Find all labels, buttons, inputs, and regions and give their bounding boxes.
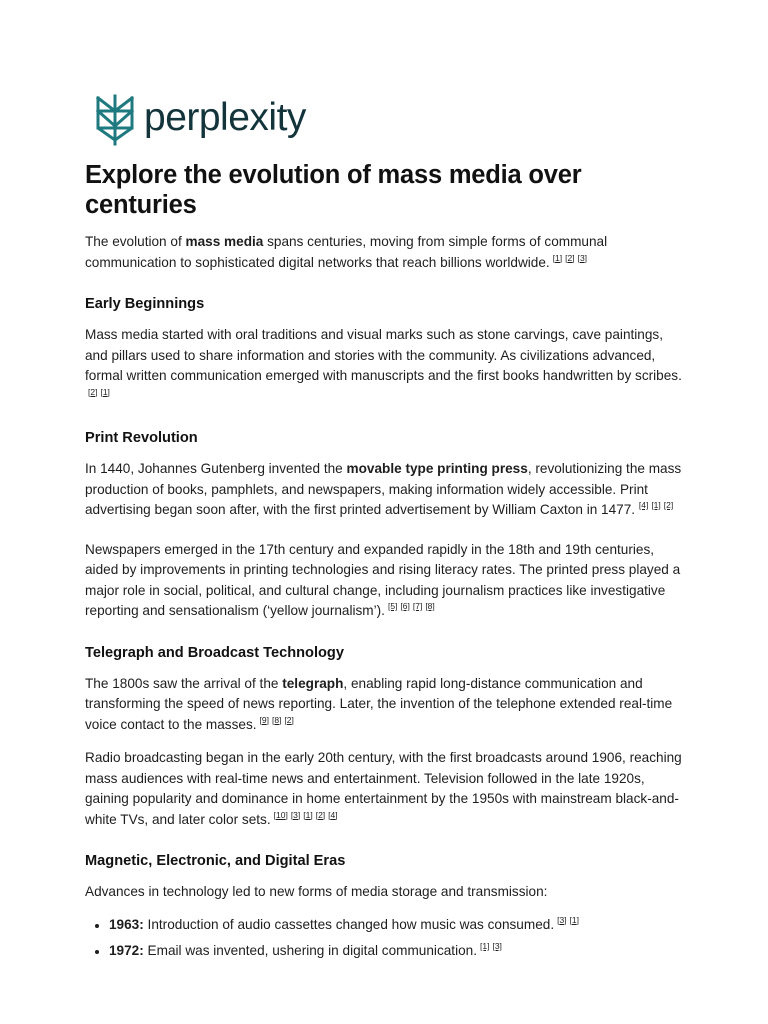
citation-link[interactable]: [6] <box>400 601 410 611</box>
list-item-text: Introduction of audio cassettes changed how music was consumed. <box>143 916 555 932</box>
print-text-pre: In 1440, Johannes Gutenberg invented the <box>85 461 347 476</box>
citation-link[interactable]: [2] <box>663 500 674 510</box>
telegraph-text-pre: The 1800s saw the arrival of the <box>85 675 283 691</box>
perplexity-logo <box>94 92 306 148</box>
citation-group <box>480 941 505 951</box>
print-paragraph-1 <box>85 459 685 521</box>
print-paragraph-2 <box>85 540 685 622</box>
telegraph-paragraph-2 <box>85 748 685 830</box>
telegraph-text-2: Radio broadcasting began in the early 20th century, with the first broadcasts around 1906, reaching mass audiences with real-time news and entertainment. Television followed in the late 1920s, gaining popularity and dominance in home entertainment by the 1950s with mainstream black-and-white TVs, and later color sets. <box>85 750 682 827</box>
brand-name: perplexity <box>144 96 306 139</box>
early-paragraph <box>85 325 685 407</box>
telegraph-paragraph-1 <box>85 674 685 736</box>
citation-group <box>388 601 438 611</box>
citation-link[interactable]: [1] <box>480 941 490 951</box>
section-heading-early: Early Beginnings <box>85 296 205 312</box>
article-body <box>85 232 685 962</box>
citation-link[interactable]: [1] <box>569 914 579 925</box>
list-item-year: 1963: <box>109 916 144 932</box>
list-item-text: Email was invented, ushering in digital communication. <box>143 943 477 958</box>
citation-link[interactable]: [9] <box>259 714 269 725</box>
citation-link[interactable]: [1] <box>100 386 110 397</box>
print-text-post: , revolutionizing the mass production of books, pamphlets, and newspapers, making information widely accessible. Print advertising began soon after, with the first printed advertisement by William Caxton in 1477. <box>85 461 682 517</box>
digital-paragraph: Advances in technology led to new forms of media storage and transmission: <box>85 884 548 899</box>
citation-group <box>88 387 113 397</box>
citation-link[interactable]: [1] <box>303 809 313 820</box>
telegraph-text-post: , enabling rapid long-distance communication and transforming the speed of news reporting. Later, the invention of the telephone extended real-time voice contact to the masses. <box>85 675 673 732</box>
citation-link[interactable]: [8] <box>271 714 282 725</box>
citation-link[interactable]: [2] <box>315 809 326 820</box>
citation-link[interactable]: [5] <box>387 601 398 611</box>
citation-link[interactable]: [8] <box>425 601 435 611</box>
perplexity-logo-icon <box>94 94 136 146</box>
citation-link[interactable]: [1] <box>651 500 661 510</box>
citation-link[interactable]: [4] <box>638 500 649 510</box>
section-heading-digital: Magnetic, Electronic, and Digital Eras <box>85 853 346 869</box>
timeline-list <box>85 915 685 962</box>
citation-group <box>260 715 297 725</box>
citation-link[interactable]: [2] <box>284 714 294 725</box>
citation-link[interactable]: [3] <box>577 252 588 263</box>
list-item <box>109 915 685 936</box>
section-heading-print: Print Revolution <box>85 430 198 446</box>
citation-link[interactable]: [7] <box>412 601 423 611</box>
telegraph-bold-term: telegraph <box>282 675 344 691</box>
citation-group <box>274 810 341 820</box>
citation-link[interactable]: [3] <box>290 809 301 820</box>
list-item <box>109 941 685 962</box>
intro-bold-term: mass media <box>185 234 264 249</box>
citation-link[interactable]: [1] <box>552 252 563 263</box>
citation-group <box>639 500 676 510</box>
citation-link[interactable]: [10] <box>273 809 288 820</box>
citation-link[interactable]: [2] <box>565 252 575 263</box>
citation-link[interactable]: [2] <box>88 386 98 397</box>
page-title: Explore the evolution of mass media over centuries <box>85 161 582 219</box>
print-text-2: Newspapers emerged in the 17th century and expanded rapidly in the 18th and 19th centuries, aided by improvements in printing technologies and rising literacy rates. The printed press played a major role in social, political, and cultural change, including journalism practices like investigative reporting and sensationalism (‘yellow journalism’). <box>85 541 681 618</box>
print-bold-term: movable type printing press <box>346 461 528 476</box>
citation-group <box>557 915 582 925</box>
citation-link[interactable]: [3] <box>492 941 502 951</box>
intro-text-post: spans centuries, moving from simple forms of communal communication to sophisticated digital networks that reach billions worldwide. <box>85 234 608 270</box>
citation-link[interactable]: [4] <box>328 809 338 820</box>
citation-link[interactable]: [3] <box>557 914 567 925</box>
intro-paragraph <box>85 232 685 273</box>
intro-text-pre: The evolution of <box>85 234 186 249</box>
section-heading-telegraph: Telegraph and Broadcast Technology <box>85 644 344 661</box>
list-item-year: 1972: <box>109 943 144 958</box>
citation-group <box>553 253 590 263</box>
early-text: Mass media started with oral traditions and visual marks such as stone carvings, cave paintings, and pillars used to share information and stories with the community. As civilizations advanced, formal written communication emerged with manuscripts and the first books handwritten by scribes. <box>85 327 682 383</box>
